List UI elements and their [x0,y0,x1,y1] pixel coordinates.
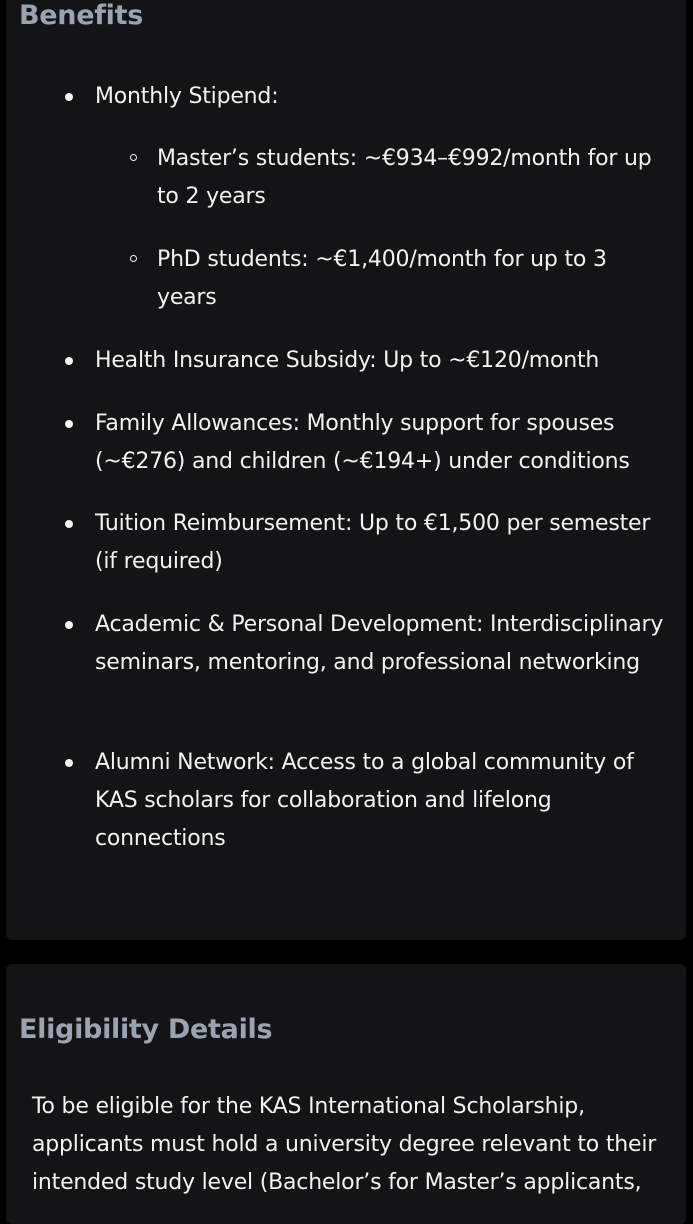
bullet-dot-icon [65,93,73,101]
bullet-circle-icon [130,255,137,262]
list-item [95,342,670,380]
list-item [95,405,670,481]
sub-list-item [157,241,662,317]
list-item [95,505,670,581]
eligibility-heading: Eligibility Details [19,1014,273,1045]
sub-list-item-text: Master’s students: ~€934–€992/month for up to 2 years [157,146,652,209]
list-item-text: Academic & Personal Development: Interdisciplinary seminars, mentoring, and professional networking [95,612,664,675]
benefits-card [6,0,686,940]
bullet-dot-icon [65,420,73,428]
list-item [95,744,670,858]
sub-list-item [157,140,662,216]
sub-list-item-text: PhD students: ~€1,400/month for up to 3 years [157,247,607,310]
bullet-dot-icon [65,520,73,528]
benefits-heading: Benefits [19,0,144,31]
bullet-dot-icon [65,357,73,365]
list-item [95,606,670,682]
eligibility-card [6,964,686,1224]
list-item-text: Alumni Network: Access to a global community of KAS scholars for collaboration and lifelong connections [95,750,634,851]
list-item-text: Tuition Reimbursement: Up to €1,500 per semester (if required) [95,511,651,574]
bullet-dot-icon [65,621,73,629]
list-item-text: Monthly Stipend: [95,84,279,109]
list-item-text: Health Insurance Subsidy: Up to ~€120/month [95,348,600,373]
list-item-text: Family Allowances: Monthly support for spouses (~€276) and children (~€194+) under conditions [95,411,630,474]
list-item [95,78,670,116]
bullet-circle-icon [130,154,137,161]
bullet-dot-icon [65,759,73,767]
eligibility-intro-paragraph: To be eligible for the KAS International Scholarship, applicants must hold a university degree relevant to their intended study level (Bachelor’s for Master’s applicants, [32,1094,657,1195]
